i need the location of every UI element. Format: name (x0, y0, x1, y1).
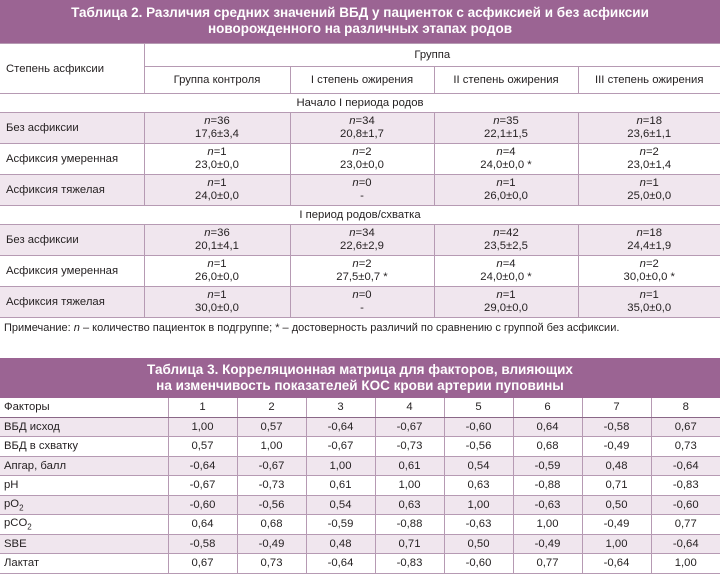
n-value: 1 (220, 258, 226, 270)
table3-header-row (0, 398, 720, 417)
equals-sign: = (211, 115, 218, 127)
mean-value: 17,6±3,4 (145, 128, 290, 141)
correlation-cell: 0,68 (513, 437, 582, 457)
matrix-row (0, 515, 720, 535)
correlation-cell: 0,54 (306, 495, 375, 515)
sample-size (579, 115, 720, 128)
table-row (0, 144, 720, 175)
n-symbol: n (493, 227, 499, 239)
mean-value: 24,4±1,9 (579, 240, 720, 253)
n-value: 4 (509, 258, 515, 270)
column-number: 6 (513, 398, 582, 417)
correlation-cell: 0,50 (582, 495, 651, 515)
correlation-cell: -0,63 (444, 515, 513, 535)
correlation-cell: 1,00 (168, 417, 237, 437)
sample-size (291, 227, 434, 240)
equals-sign: = (503, 289, 510, 301)
data-cell (144, 256, 290, 287)
column-header: Группа контроля (144, 67, 290, 94)
table3 (0, 398, 720, 574)
equals-sign: = (646, 289, 653, 301)
correlation-cell: -0,67 (237, 456, 306, 476)
data-cell (578, 287, 720, 318)
data-cell (434, 175, 578, 206)
factor-subscript: 2 (19, 503, 23, 512)
data-cell (578, 113, 720, 144)
sample-size (145, 258, 290, 271)
correlation-cell: -0,83 (375, 554, 444, 574)
n-symbol: n (207, 177, 213, 189)
correlation-cell: 0,57 (168, 437, 237, 457)
mean-value: 35,0±0,0 (579, 302, 720, 315)
sample-size (291, 289, 434, 302)
correlation-cell: -0,63 (513, 495, 582, 515)
mean-value: 22,1±1,5 (435, 128, 578, 141)
column-number: 3 (306, 398, 375, 417)
n-value: 2 (365, 258, 371, 270)
row-header: Степень асфиксии (0, 44, 144, 94)
section-row (0, 206, 720, 225)
equals-sign: = (359, 177, 366, 189)
mean-value: 20,1±4,1 (145, 240, 290, 253)
mean-value: 30,0±0,0 (145, 302, 290, 315)
data-cell (144, 113, 290, 144)
n-value: 34 (362, 227, 375, 239)
sample-size (291, 115, 434, 128)
sample-size (435, 115, 578, 128)
sample-size (145, 177, 290, 190)
correlation-cell: 0,57 (237, 417, 306, 437)
factor-label (0, 417, 168, 437)
sample-size (435, 146, 578, 159)
correlation-cell: -0,49 (582, 515, 651, 535)
correlation-cell: 0,64 (168, 515, 237, 535)
correlation-cell: -0,60 (444, 417, 513, 437)
n-symbol: n (352, 258, 358, 270)
factor-subscript: 2 (27, 522, 31, 531)
correlation-cell: -0,73 (375, 437, 444, 457)
sample-size (145, 146, 290, 159)
correlation-cell: 0,63 (375, 495, 444, 515)
factor-name: pO (4, 498, 19, 510)
correlation-cell: 0,61 (306, 476, 375, 496)
equals-sign: = (643, 115, 650, 127)
correlation-cell: -0,83 (651, 476, 720, 496)
sample-size (145, 115, 290, 128)
sample-size (435, 227, 578, 240)
correlation-cell: 1,00 (651, 554, 720, 574)
n-symbol: n (207, 289, 213, 301)
factor-name: Апгар, балл (4, 460, 66, 472)
data-cell (434, 225, 578, 256)
factor-label (0, 495, 168, 515)
correlation-cell: 0,48 (306, 534, 375, 554)
row-label: Асфиксия тяжелая (0, 287, 144, 318)
correlation-cell: -0,64 (651, 534, 720, 554)
correlation-cell: 0,63 (444, 476, 513, 496)
correlation-cell: 1,00 (375, 476, 444, 496)
equals-sign: = (211, 227, 218, 239)
correlation-cell: -0,88 (375, 515, 444, 535)
data-cell (434, 144, 578, 175)
n-value: 1 (509, 289, 515, 301)
factor-label (0, 515, 168, 535)
correlation-cell: -0,88 (513, 476, 582, 496)
correlation-cell: -0,60 (168, 495, 237, 515)
factor-name: ВБД исход (4, 421, 60, 433)
correlation-cell: 0,71 (375, 534, 444, 554)
sample-size (435, 177, 578, 190)
matrix-row (0, 456, 720, 476)
row-label: Асфиксия умеренная (0, 256, 144, 287)
factor-name: pH (4, 479, 18, 491)
table2-title-line2: новорожденного на различных этапах родов (0, 21, 720, 37)
n-symbol: n (496, 177, 502, 189)
mean-value: 27,5±0,7 * (291, 271, 434, 284)
mean-value: 26,0±0,0 (145, 271, 290, 284)
n-value: 2 (365, 146, 371, 158)
correlation-cell: 1,00 (306, 456, 375, 476)
correlation-cell: -0,60 (651, 495, 720, 515)
equals-sign: = (359, 289, 366, 301)
correlation-cell: -0,64 (168, 456, 237, 476)
matrix-row (0, 476, 720, 496)
sample-size (579, 177, 720, 190)
factor-label (0, 554, 168, 574)
correlation-cell: -0,64 (651, 456, 720, 476)
column-number: 5 (444, 398, 513, 417)
n-value: 34 (362, 115, 375, 127)
section-row (0, 94, 720, 113)
data-cell (578, 175, 720, 206)
sample-size (291, 258, 434, 271)
data-cell (434, 256, 578, 287)
n-value: 4 (509, 146, 515, 158)
mean-value: 23,0±1,4 (579, 159, 720, 172)
n-value: 1 (653, 177, 659, 189)
correlation-cell: -0,67 (306, 437, 375, 457)
sample-size (579, 289, 720, 302)
sample-size (579, 258, 720, 271)
equals-sign: = (214, 177, 221, 189)
mean-value: 23,6±1,1 (579, 128, 720, 141)
data-cell (290, 175, 434, 206)
data-cell (144, 225, 290, 256)
table3-title-line1: Таблица 3. Корреляционная матрица для факторов, влияющих (0, 362, 720, 378)
equals-sign: = (643, 227, 650, 239)
n-value: 36 (217, 115, 230, 127)
mean-value: 24,0±0,0 * (435, 271, 578, 284)
mean-value: 26,0±0,0 (435, 190, 578, 203)
factor-name: Лактат (4, 557, 39, 569)
row-label: Асфиксия тяжелая (0, 175, 144, 206)
n-symbol: n (640, 258, 646, 270)
matrix-row (0, 417, 720, 437)
n-value: 1 (220, 289, 226, 301)
n-value: 18 (649, 115, 662, 127)
section-title: I период родов/схватка (0, 206, 720, 225)
equals-sign: = (503, 177, 510, 189)
correlation-cell: 0,50 (444, 534, 513, 554)
n-symbol: n (640, 177, 646, 189)
mean-value: 23,0±0,0 (145, 159, 290, 172)
n-symbol: n (640, 146, 646, 158)
n-value: 1 (220, 177, 226, 189)
correlation-cell: -0,49 (237, 534, 306, 554)
mean-value: 22,6±2,9 (291, 240, 434, 253)
correlation-cell: -0,59 (306, 515, 375, 535)
n-symbol: n (207, 258, 213, 270)
factor-name: ВБД в схватку (4, 440, 78, 452)
correlation-cell: 0,77 (651, 515, 720, 535)
correlation-cell: 0,64 (513, 417, 582, 437)
data-cell (144, 287, 290, 318)
equals-sign: = (500, 115, 507, 127)
column-number: 4 (375, 398, 444, 417)
data-cell (144, 144, 290, 175)
correlation-cell: 0,71 (582, 476, 651, 496)
equals-sign: = (646, 146, 653, 158)
n-symbol: n (496, 289, 502, 301)
n-symbol: n (204, 227, 210, 239)
table-row (0, 287, 720, 318)
sample-size (435, 258, 578, 271)
table-row (0, 113, 720, 144)
correlation-cell: -0,60 (444, 554, 513, 574)
data-cell (578, 144, 720, 175)
correlation-cell: 1,00 (582, 534, 651, 554)
n-symbol: n (637, 115, 643, 127)
row-label: Без асфиксии (0, 113, 144, 144)
equals-sign: = (356, 227, 363, 239)
equals-sign: = (214, 258, 221, 270)
equals-sign: = (359, 258, 366, 270)
correlation-cell: 0,67 (651, 417, 720, 437)
correlation-cell: -0,67 (375, 417, 444, 437)
factor-label (0, 476, 168, 496)
n-value: 2 (653, 146, 659, 158)
table2-title (0, 0, 720, 43)
row-label: Без асфиксии (0, 225, 144, 256)
equals-sign: = (356, 115, 363, 127)
correlation-cell: 0,77 (513, 554, 582, 574)
mean-value: - (291, 190, 434, 203)
data-cell (578, 225, 720, 256)
data-cell (290, 287, 434, 318)
matrix-row (0, 437, 720, 457)
n-value: 0 (365, 289, 371, 301)
data-cell (290, 256, 434, 287)
n-value: 18 (649, 227, 662, 239)
table3-title-line2: на изменчивость показателей КОС крови артерии пуповины (0, 378, 720, 394)
n-value: 1 (220, 146, 226, 158)
equals-sign: = (646, 177, 653, 189)
correlation-cell: -0,67 (168, 476, 237, 496)
correlation-cell: -0,73 (237, 476, 306, 496)
n-value: 36 (217, 227, 230, 239)
table3-title (0, 358, 720, 398)
matrix-row (0, 495, 720, 515)
data-cell (290, 225, 434, 256)
n-symbol: n (493, 115, 499, 127)
n-value: 1 (509, 177, 515, 189)
table-row (0, 225, 720, 256)
data-cell (290, 113, 434, 144)
n-symbol: n (352, 177, 358, 189)
table2-note: Примечание: n – количество пациенток в подгруппе; * – достоверность различий по сравнению с группой без асфиксии. (0, 318, 720, 340)
correlation-cell: 1,00 (237, 437, 306, 457)
correlation-cell: -0,64 (306, 554, 375, 574)
table-row (0, 256, 720, 287)
correlation-cell: 0,48 (582, 456, 651, 476)
factor-label (0, 534, 168, 554)
n-value: 35 (506, 115, 519, 127)
correlation-cell: 1,00 (444, 495, 513, 515)
sample-size (291, 146, 434, 159)
n-value: 0 (365, 177, 371, 189)
n-value: 1 (653, 289, 659, 301)
correlation-cell: -0,56 (444, 437, 513, 457)
n-symbol: n (352, 146, 358, 158)
factor-name: pCO (4, 517, 27, 529)
sample-size (291, 177, 434, 190)
n-value: 2 (653, 258, 659, 270)
correlation-cell: -0,58 (582, 417, 651, 437)
correlation-cell: -0,64 (582, 554, 651, 574)
equals-sign: = (503, 146, 510, 158)
equals-sign: = (359, 146, 366, 158)
column-number: 2 (237, 398, 306, 417)
factor-label (0, 456, 168, 476)
mean-value: 23,5±2,5 (435, 240, 578, 253)
sample-size (579, 227, 720, 240)
equals-sign: = (503, 258, 510, 270)
mean-value: 24,0±0,0 * (435, 159, 578, 172)
data-cell (144, 175, 290, 206)
mean-value: 29,0±0,0 (435, 302, 578, 315)
n-symbol: n (637, 227, 643, 239)
correlation-cell: 0,67 (168, 554, 237, 574)
equals-sign: = (214, 146, 221, 158)
column-header: I степень ожирения (290, 67, 434, 94)
mean-value: 25,0±0,0 (579, 190, 720, 203)
correlation-cell: 0,68 (237, 515, 306, 535)
data-cell (290, 144, 434, 175)
n-symbol: n (207, 146, 213, 158)
table2-header-row (0, 44, 720, 67)
mean-value: - (291, 302, 434, 315)
n-symbol: n (496, 146, 502, 158)
n-symbol: n (204, 115, 210, 127)
section-title: Начало I периода родов (0, 94, 720, 113)
correlation-cell: -0,59 (513, 456, 582, 476)
correlation-cell: -0,64 (306, 417, 375, 437)
correlation-cell: -0,56 (237, 495, 306, 515)
n-symbol: n (349, 227, 355, 239)
factor-name: SBE (4, 538, 27, 550)
n-symbol: n (640, 289, 646, 301)
sample-size (145, 227, 290, 240)
column-number: 1 (168, 398, 237, 417)
correlation-cell: 1,00 (513, 515, 582, 535)
correlation-cell: -0,49 (513, 534, 582, 554)
mean-value: 30,0±0,0 * (579, 271, 720, 284)
equals-sign: = (500, 227, 507, 239)
factors-header: Факторы (0, 398, 168, 417)
equals-sign: = (646, 258, 653, 270)
n-symbol: n (496, 258, 502, 270)
correlation-cell: 0,61 (375, 456, 444, 476)
column-number: 7 (582, 398, 651, 417)
mean-value: 24,0±0,0 (145, 190, 290, 203)
column-header: II степень ожирения (434, 67, 578, 94)
table2 (0, 43, 720, 318)
correlation-cell: 0,54 (444, 456, 513, 476)
table-row (0, 175, 720, 206)
mean-value: 20,8±1,7 (291, 128, 434, 141)
group-header: Группа (144, 44, 720, 67)
matrix-row (0, 554, 720, 574)
correlation-cell: 0,73 (237, 554, 306, 574)
column-header: III степень ожирения (578, 67, 720, 94)
sample-size (579, 146, 720, 159)
correlation-cell: -0,58 (168, 534, 237, 554)
factor-label (0, 437, 168, 457)
data-cell (434, 287, 578, 318)
data-cell (434, 113, 578, 144)
correlation-cell: 0,73 (651, 437, 720, 457)
row-label: Асфиксия умеренная (0, 144, 144, 175)
column-number: 8 (651, 398, 720, 417)
table2-title-line1: Таблица 2. Различия средних значений ВБД у пациенток с асфиксией и без асфиксии (0, 5, 720, 21)
sample-size (435, 289, 578, 302)
n-value: 42 (506, 227, 519, 239)
data-cell (578, 256, 720, 287)
n-symbol: n (352, 289, 358, 301)
matrix-row (0, 534, 720, 554)
sample-size (145, 289, 290, 302)
correlation-cell: -0,49 (582, 437, 651, 457)
equals-sign: = (214, 289, 221, 301)
mean-value: 23,0±0,0 (291, 159, 434, 172)
n-symbol: n (349, 115, 355, 127)
